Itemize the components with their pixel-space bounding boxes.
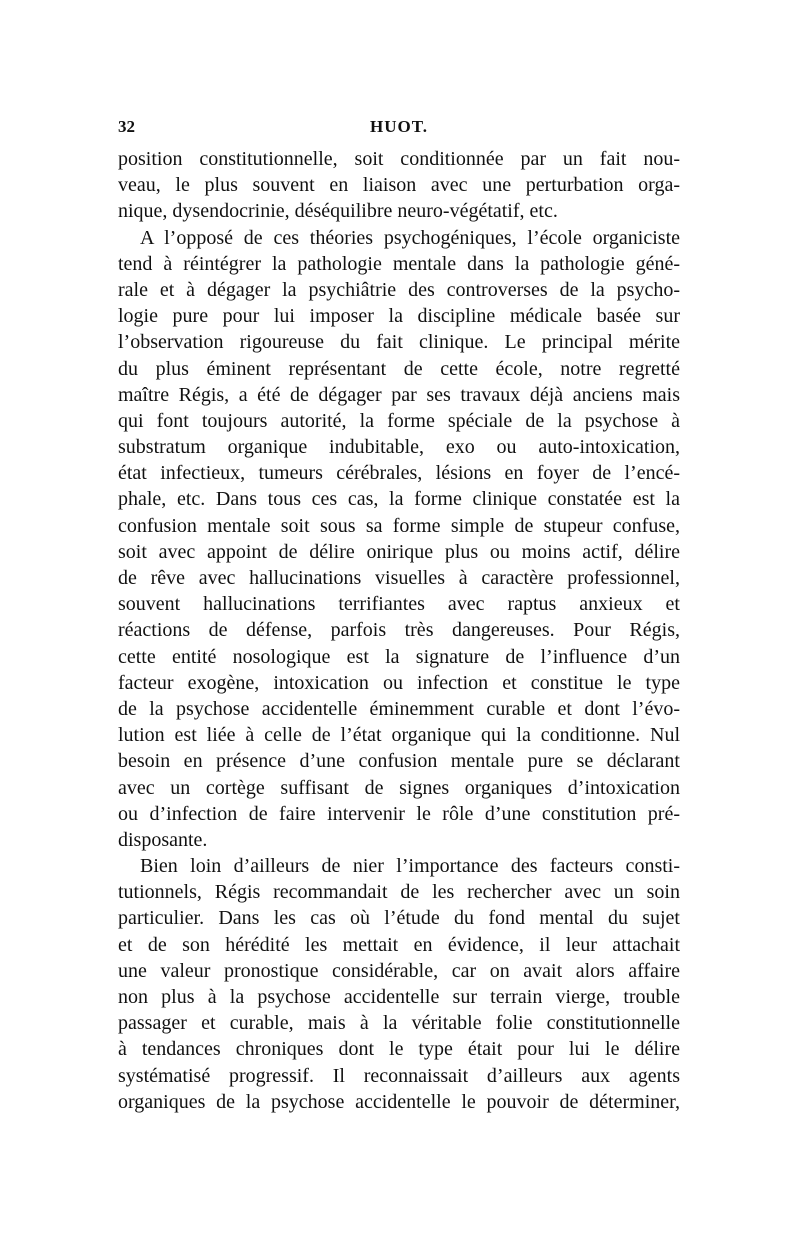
text-line: veau, le plus souvent en liaison avec une perturbation orga-: [118, 174, 680, 197]
text-line: non plus à la psychose accidentelle sur terrain vierge, trouble: [118, 986, 680, 1008]
text-line: nique, dysendocrinie, déséquilibre neuro-végétatif, etc.: [118, 200, 558, 223]
running-head: [118, 117, 680, 141]
text-line: soit avec appoint de délire onirique plus ou moins actif, délire: [118, 540, 680, 563]
text-line: facteur exogène, intoxication ou infection et constitue le type: [118, 671, 680, 694]
text-line: et de son hérédité les mettait en évidence, il leur attachait: [118, 933, 680, 956]
text-line: réactions de défense, parfois très dangereuses. Pour Régis,: [118, 619, 680, 642]
text-line: l’observation rigoureuse du fait clinique. Le principal mérite: [118, 331, 680, 354]
text-line: qui font toujours autorité, la forme spéciale de la psychose à: [118, 409, 680, 432]
text-line: position constitutionnelle, soit conditionnée par un fait nou-: [118, 148, 680, 170]
text-line: rale et à dégager la psychiâtrie des controverses de la psycho-: [118, 278, 680, 301]
text-line: souvent hallucinations terrifiantes avec raptus anxieux et: [118, 593, 680, 616]
text-line: passager et curable, mais à la véritable folie constitutionnelle: [118, 1012, 680, 1035]
text-line: A l’opposé de ces théories psychogéniques, l’école organiciste: [140, 226, 680, 249]
text-line: tutionnels, Régis recommandait de les rechercher avec un soin: [118, 881, 680, 904]
text-line: disposante.: [118, 828, 208, 851]
text-line: confusion mentale soit sous sa forme simple de stupeur confuse,: [118, 514, 680, 537]
text-line: systématisé progressif. Il reconnaissait d’ailleurs aux agents: [118, 1064, 680, 1087]
text-line: ou d’infection de faire intervenir le rôle d’une constitution pré-: [118, 802, 680, 825]
text-line: phale, etc. Dans tous ces cas, la forme clinique constatée est la: [118, 488, 680, 511]
text-line: lution est liée à celle de l’état organique qui la conditionne. Nul: [118, 724, 680, 747]
text-line: organiques de la psychose accidentelle le pouvoir de déterminer,: [118, 1090, 680, 1113]
text-line: besoin en présence d’une confusion mentale pure se déclarant: [118, 750, 680, 773]
text-line: particulier. Dans les cas où l’étude du fond mental du sujet: [118, 907, 680, 930]
text-line: logie pure pour lui imposer la discipline médicale basée sur: [118, 305, 680, 328]
text-line: Bien loin d’ailleurs de nier l’importance des facteurs consti-: [140, 855, 680, 878]
page-number: 32: [118, 117, 135, 136]
text-line: substratum organique indubitable, exo ou auto-intoxication,: [118, 436, 680, 459]
running-title: HUOT.: [369, 117, 429, 136]
body-text: [118, 146, 680, 1115]
text-line: de la psychose accidentelle éminemment curable et dont l’évo-: [118, 697, 680, 720]
text-line: tend à réintégrer la pathologie mentale dans la pathologie géné-: [118, 252, 680, 275]
text-line: maître Régis, a été de dégager par ses travaux déjà anciens mais: [118, 383, 680, 406]
text-line: avec un cortège suffisant de signes organiques d’intoxication: [118, 776, 680, 799]
text-line: à tendances chroniques dont le type était pour lui le délire: [118, 1038, 680, 1061]
text-line: une valeur pronostique considérable, car on avait alors affaire: [118, 959, 680, 982]
text-line: état infectieux, tumeurs cérébrales, lésions en foyer de l’encé-: [118, 462, 680, 485]
text-line: du plus éminent représentant de cette école, notre regretté: [118, 357, 680, 380]
text-line: cette entité nosologique est la signature de l’influence d’un: [118, 645, 680, 668]
text-line: de rêve avec hallucinations visuelles à caractère professionnel,: [118, 567, 680, 589]
